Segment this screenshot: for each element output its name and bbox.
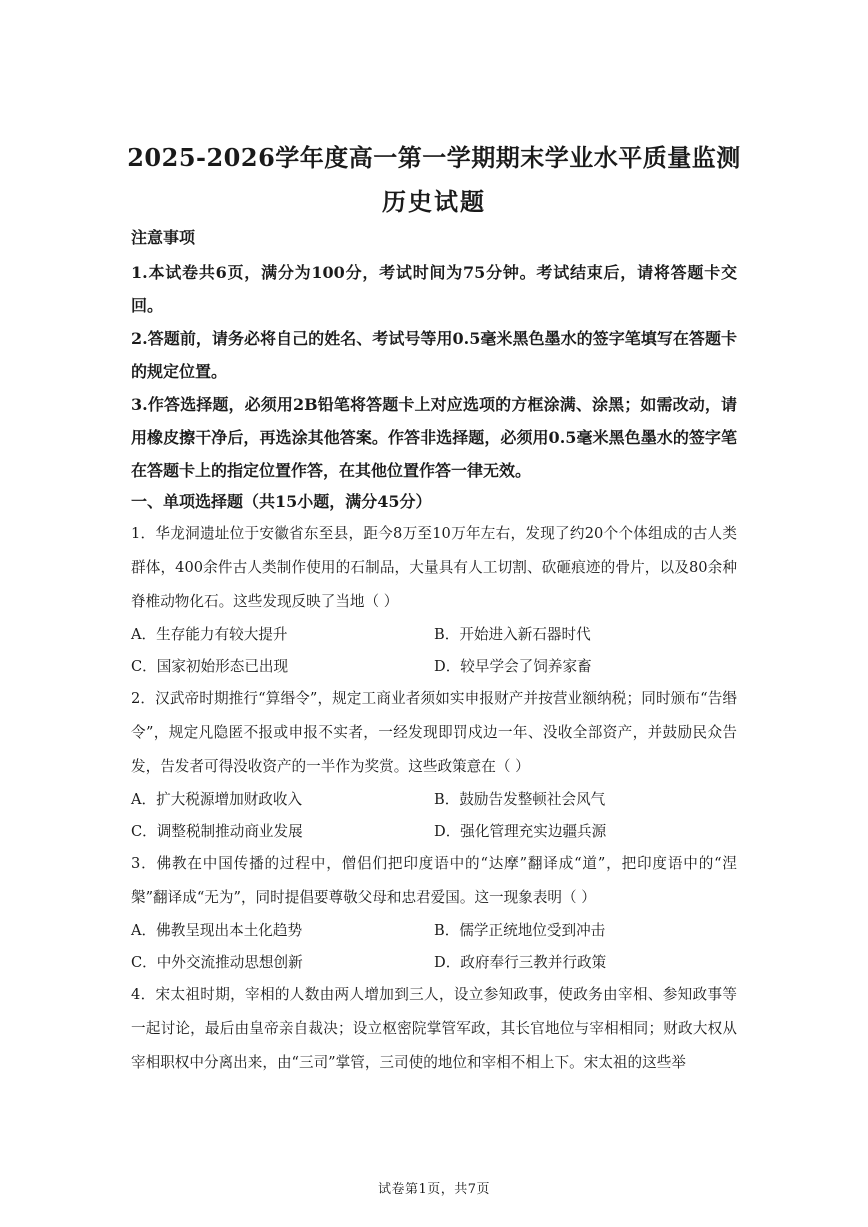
question-1-option-a: A．生存能力有较大提升	[131, 626, 288, 643]
question-2-options	[131, 784, 737, 847]
section-heading: 一、单项选择题（共15小题，满分45分）	[131, 492, 432, 511]
exam-title: 2025-2026学年度高一第一学期期末学业水平质量监测	[127, 143, 741, 172]
exam-content	[131, 226, 737, 1080]
question-3-option-a: A．佛教呈现出本土化趋势	[131, 922, 303, 939]
question-1-option-b: B．开始进入新石器时代	[434, 626, 591, 643]
question-3-options	[131, 915, 737, 978]
question-1-stem: 1．华龙洞遗址位于安徽省东至县，距今8万至10万年左右，发现了约20个个体组成的古人类群体，400余件古人类制作使用的石制品，大量具有人工切割、砍砸痕迹的骨片，以及80余种脊椎动物化石。这些发现反映了当地（ ）	[131, 525, 737, 610]
notice-heading: 注意事项	[131, 228, 196, 247]
question-4-stem: 4．宋太祖时期，宰相的人数由两人增加到三人，设立参知政事，使政务由宰相、参知政事等一起讨论，最后由皇帝亲自裁决；设立枢密院掌管军政，其长官地位与宰相相同；财政大权从宰相职权中分离出来，由“三司”掌管，三司使的地位和宰相不相上下。宋太祖的这些举	[131, 986, 737, 1071]
question-2-option-b: B．鼓励告发整顿社会风气	[434, 791, 606, 808]
question-3-stem: 3．佛教在中国传播的过程中，僧侣们把印度语中的“达摩”翻译成“道”，把印度语中的“涅槃”翻译成“无为”，同时提倡要尊敬父母和忠君爱国。这一现象表明（ ）	[131, 855, 737, 906]
question-1-option-d: D．较早学会了饲养家畜	[434, 657, 592, 675]
notice-item-2: 2.答题前，请务必将自己的姓名、考试号等用0.5毫米黑色墨水的签字笔填写在答题卡的规定位置。	[131, 329, 737, 381]
notice-item-3: 3.作答选择题，必须用2B铅笔将答题卡上对应选项的方框涂满、涂黑；如需改动，请用橡皮擦干净后，再选涂其他答案。作答非选择题，必须用0.5毫米黑色墨水的签字笔在答题卡上的指定位置作答，在其他位置作答一律无效。	[131, 395, 737, 480]
exam-subtitle: 历史试题	[382, 187, 486, 216]
question-2-option-a: A．扩大税源增加财政收入	[131, 791, 303, 808]
notice-item-1: 1.本试卷共6页，满分为100分，考试时间为75分钟。考试结束后，请将答题卡交回。	[131, 263, 737, 315]
question-3-option-b: B．儒学正统地位受到冲击	[434, 922, 606, 939]
question-2-option-c: C．调整税制推动商业发展	[131, 822, 303, 840]
question-1-option-c: C．国家初始形态已出现	[131, 657, 289, 675]
question-3-option-c: C．中外交流推动思想创新	[131, 953, 303, 971]
question-2-stem: 2．汉武帝时期推行“算缗令”，规定工商业者须如实申报财产并按营业额纳税；同时颁布“告缗令”，规定凡隐匿不报或申报不实者，一经发现即罚戍边一年、没收全部资产，并鼓励民众告发，告发者可得没收资产的一半作为奖赏。这些政策意在（ ）	[131, 690, 737, 775]
question-1-options	[131, 619, 737, 682]
question-3-option-d: D．政府奉行三教并行政策	[434, 953, 607, 971]
question-2-option-d: D．强化管理充实边疆兵源	[434, 822, 607, 840]
page-footer: 试卷第1页，共7页	[377, 1182, 491, 1197]
